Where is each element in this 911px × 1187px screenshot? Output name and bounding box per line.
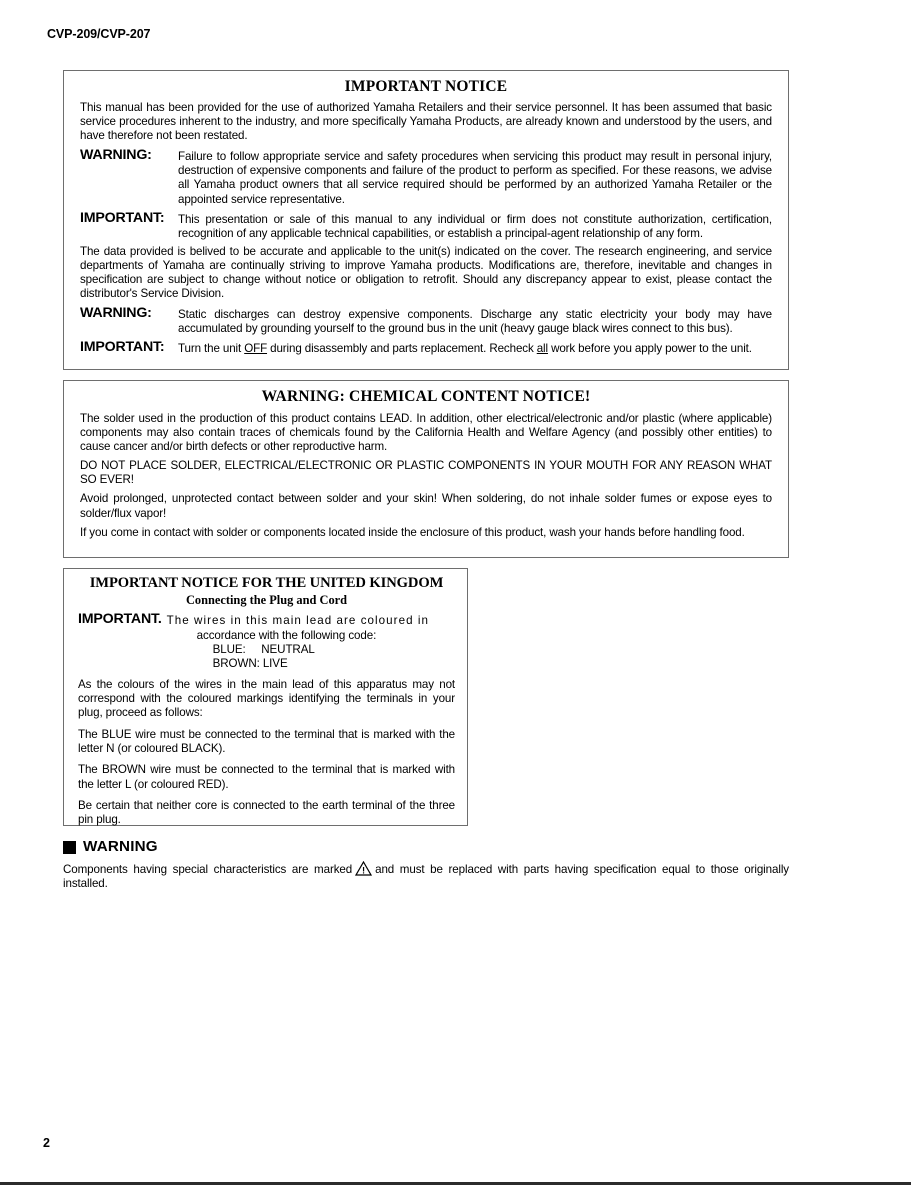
chemical-notice-title: WARNING: CHEMICAL CONTENT NOTICE!: [261, 388, 591, 405]
page-number: 2: [43, 1136, 50, 1150]
black-square-icon: [63, 841, 76, 854]
uk-wires-line: The wires in this main lead are coloured in: [166, 614, 429, 627]
uk-code-brown: BROWN: LIVE: [212, 657, 288, 671]
uk-important-block: [78, 612, 455, 672]
uk-notice-box: [63, 568, 468, 826]
important-text-2: [178, 340, 772, 356]
uk-code-blue: BLUE: NEUTRAL: [212, 643, 315, 657]
warning-text-2: Static discharges can destroy expensive components. Discharge any static electricity your body may have accumulated by grounding yourself to the ground bus in the unit (heavy gauge black wires connect to this bus).: [178, 308, 772, 336]
uk-accordance-line: accordance with the following code:: [196, 628, 377, 642]
chemical-notice-para-1: The solder used in the production of this product contains LEAD. In addition, other electrical/electronic and/or plastic (where applicable) components may also contain traces of chemicals found by the California Health and Welfare Agency (and possibly other entities) to cause cancer and/or birth defects or other reproductive harm.: [80, 412, 772, 454]
chemical-content-notice-box: [63, 380, 789, 558]
important-notice-intro: This manual has been provided for the use of authorized Yamaha Retailers and their service personnel. It has been assumed that basic service procedures inherent to the industry, and more specifically Yamaha Products, are already known and understood by the users, and have therefore not been restated.: [80, 101, 772, 143]
chemical-notice-para-2: DO NOT PLACE SOLDER, ELECTRICAL/ELECTRONIC OR PLASTIC COMPONENTS IN YOUR MOUTH FOR ANY REASON WHAT SO EVER!: [80, 459, 772, 487]
chemical-notice-para-3: Avoid prolonged, unprotected contact between solder and your skin! When soldering, do not inhale solder fumes or expose eyes to solder/flux vapor!: [80, 492, 772, 520]
important-label-1: IMPORTANT:: [80, 209, 165, 226]
important-block-1: [80, 211, 772, 241]
final-warning-heading-label: WARNING: [83, 838, 158, 855]
page-bottom-rule: [0, 1182, 911, 1185]
important-text-2-underline-all: all: [536, 342, 548, 356]
warning-block-1: [80, 148, 772, 206]
warning-label-2: WARNING:: [80, 305, 152, 322]
important-text-2-underline-off: OFF: [244, 342, 268, 356]
uk-notice-subtitle: Connecting the Plug and Cord: [185, 593, 348, 607]
final-warning-text-before: Components having special characteristics are marked: [63, 863, 353, 876]
important-text-2-part2: during disassembly and parts replacement. Recheck: [267, 342, 537, 356]
important-block-2: [80, 340, 772, 356]
uk-notice-para-2: The BLUE wire must be connected to the terminal that is marked with the letter N (or coloured BLACK).: [78, 727, 455, 755]
warning-block-2: [80, 306, 772, 336]
uk-important-label: IMPORTANT.: [78, 611, 162, 627]
uk-notice-para-3: The BROWN wire must be connected to the terminal that is marked with the letter L (or coloured RED).: [78, 763, 455, 791]
important-text-1: This presentation or sale of this manual to any individual or firm does not constitute authorization, certification, recognition of any applicable technical capabilities, or establish a principal-agent relationship of any form.: [178, 212, 772, 240]
final-warning-heading: [63, 838, 158, 855]
chemical-notice-para-4: If you come in contact with solder or components located inside the enclosure of this product, wash your hands before handling food.: [80, 525, 745, 539]
uk-notice-para-4: Be certain that neither core is connected to the earth terminal of the three pin plug.: [78, 798, 455, 827]
important-notice-box: [63, 70, 789, 370]
final-warning-text-after: and must be replaced with parts having specification equal to those originally installed.: [63, 863, 789, 891]
uk-notice-para-1: As the colours of the wires in the main lead of this apparatus may not correspond with the coloured markings identifying the terminals in your plug, proceed as follows:: [78, 677, 455, 720]
uk-notice-title: IMPORTANT NOTICE FOR THE UNITED KINGDOM: [89, 575, 444, 591]
important-text-2-part1: Turn the unit: [178, 342, 245, 356]
final-warning-paragraph: [63, 861, 789, 892]
warning-label-1: WARNING:: [80, 147, 152, 164]
warning-text-1: Failure to follow appropriate service and safety procedures when servicing this product may result in personal injury, destruction of expensive components and failure of the product to perform as specified. For these reasons, we advise all Yamaha product owners that all service required should be performed by an authorized Yamaha Retailer or the appointed service representative.: [178, 150, 772, 206]
important-text-2-part3: work before you apply power to the unit.: [547, 342, 752, 356]
important-notice-title: IMPORTANT NOTICE: [344, 78, 508, 95]
important-label-2: IMPORTANT:: [80, 339, 165, 356]
warning-triangle-icon: [355, 861, 372, 876]
data-provided-paragraph: The data provided is belived to be accurate and applicable to the unit(s) indicated on the cover. The research engineering, and service departments of Yamaha are continually striving to improve Yamaha products. Modifications are, therefore, inevitable and changes in specification are subject to change without notice or obligation to retrofit. Should any discrepancy appear to exist, please contact the distributor's Service Division.: [80, 244, 772, 301]
running-head: CVP-209/CVP-207: [47, 27, 151, 41]
